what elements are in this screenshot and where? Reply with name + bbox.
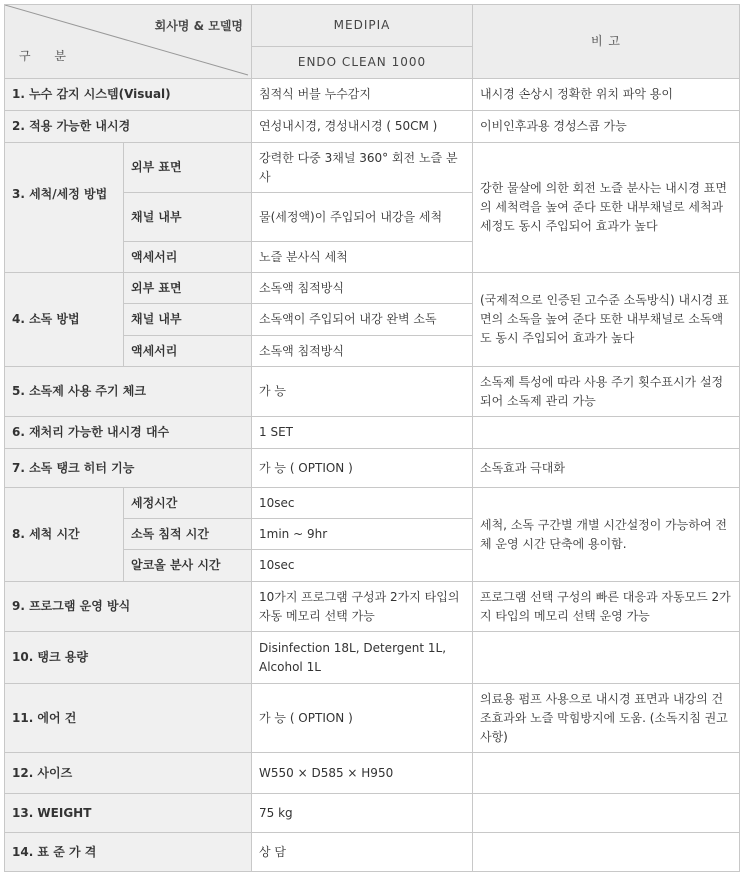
row-sub-label: 알코올 분사 시간: [124, 550, 252, 582]
header-corner-cell: [5, 5, 252, 79]
row-label: 8. 세척 시간: [5, 488, 124, 582]
row-remark: 프로그램 선택 구성의 빠른 대응과 자동모드 2가지 타입의 메모리 선택 운영 가능: [473, 582, 740, 632]
row-value: 가 능 ( OPTION ): [252, 684, 473, 753]
row-remark: (국제적으로 인증된 고수준 소독방식) 내시경 표면의 소독을 높여 준다 또한 내부채널로 소독액도 동시 주입되어 효과가 높다: [473, 273, 740, 367]
row-value: 가 능 ( OPTION ): [252, 449, 473, 488]
row-value: 물(세정액)이 주입되어 내강을 세척: [252, 193, 473, 242]
table-row: [5, 143, 740, 193]
row-remark: [473, 632, 740, 684]
table-row: [5, 488, 740, 519]
row-label: 12. 사이즈: [5, 753, 252, 794]
row-value: 10가지 프로그램 구성과 2가지 타입의 자동 메모리 선택 가능: [252, 582, 473, 632]
row-remark: [473, 794, 740, 833]
row-label: 13. WEIGHT: [5, 794, 252, 833]
row-value: Disinfection 18L, Detergent 1L, Alcohol 1L: [252, 632, 473, 684]
row-value: 75 kg: [252, 794, 473, 833]
row-remark: 내시경 손상시 정확한 위치 파악 용이: [473, 79, 740, 111]
row-label: 10. 탱크 용량: [5, 632, 252, 684]
row-label: 5. 소독제 사용 주기 체크: [5, 367, 252, 417]
header-brand: MEDIPIA: [252, 5, 473, 47]
row-sub-label: 외부 표면: [124, 273, 252, 304]
row-label: 14. 표 준 가 격: [5, 833, 252, 872]
row-sub-label: 외부 표면: [124, 143, 252, 193]
row-remark: [473, 833, 740, 872]
table-row: [5, 449, 740, 488]
row-label: 3. 세척/세정 방법: [5, 143, 124, 273]
row-label: 9. 프로그램 운영 방식: [5, 582, 252, 632]
row-value: W550 × D585 × H950: [252, 753, 473, 794]
row-sub-label: 채널 내부: [124, 193, 252, 242]
header-company-model: 회사명 & 모델명: [154, 19, 243, 33]
table-row: [5, 833, 740, 872]
table-row: [5, 582, 740, 632]
table-row: [5, 367, 740, 417]
row-label: 7. 소독 탱크 히터 기능: [5, 449, 252, 488]
row-value: 소독액 침적방식: [252, 336, 473, 367]
row-value: 노즐 분사식 세척: [252, 242, 473, 273]
row-sub-label: 채널 내부: [124, 304, 252, 336]
row-label: 6. 재처리 가능한 내시경 대수: [5, 417, 252, 449]
row-value: 10sec: [252, 488, 473, 519]
row-sub-label: 세정시간: [124, 488, 252, 519]
table-row: [5, 632, 740, 684]
row-value: 소독액 침적방식: [252, 273, 473, 304]
row-value: 10sec: [252, 550, 473, 582]
table-row: [5, 417, 740, 449]
table-row: [5, 79, 740, 111]
table-row: [5, 753, 740, 794]
row-value: 1 SET: [252, 417, 473, 449]
row-remark: 의료용 펌프 사용으로 내시경 표면과 내강의 건조효과와 노즐 막힘방지에 도움. (소독지침 권고사항): [473, 684, 740, 753]
row-sub-label: 액세서리: [124, 336, 252, 367]
row-sub-label: 액세서리: [124, 242, 252, 273]
table-row: [5, 794, 740, 833]
row-sub-label: 소독 침적 시간: [124, 519, 252, 550]
corner-diagonal-line: [5, 5, 252, 78]
header-remark: 비 고: [473, 5, 740, 79]
row-value: 상 담: [252, 833, 473, 872]
row-value: 연성내시경, 경성내시경 ( 50CM ): [252, 111, 473, 143]
row-value: 가 능: [252, 367, 473, 417]
header-category: 구 분: [19, 49, 76, 63]
table-row: [5, 273, 740, 304]
row-label: 2. 적용 가능한 내시경: [5, 111, 252, 143]
row-value: 침적식 버블 누수감지: [252, 79, 473, 111]
header-row: [5, 5, 740, 47]
row-value: 1min ~ 9hr: [252, 519, 473, 550]
row-label: 4. 소독 방법: [5, 273, 124, 367]
row-remark: 소독제 특성에 따라 사용 주기 횟수표시가 설정되어 소독제 관리 가능: [473, 367, 740, 417]
row-value: 소독액이 주입되어 내강 완벽 소독: [252, 304, 473, 336]
table-row: [5, 111, 740, 143]
row-remark: 이비인후과용 경성스콥 가능: [473, 111, 740, 143]
row-remark: 세척, 소독 구간별 개별 시간설정이 가능하여 전체 운영 시간 단축에 용이함.: [473, 488, 740, 582]
header-model: ENDO CLEAN 1000: [252, 47, 473, 79]
row-label: 1. 누수 감지 시스템(Visual): [5, 79, 252, 111]
table-row: [5, 684, 740, 753]
row-remark: 소독효과 극대화: [473, 449, 740, 488]
row-remark: [473, 417, 740, 449]
row-remark: [473, 753, 740, 794]
row-label: 11. 에어 건: [5, 684, 252, 753]
row-remark: 강한 물살에 의한 회전 노즐 분사는 내시경 표면의 세척력을 높여 준다 또한 내부채널로 세척과 세정도 동시 주입되어 효과가 높다: [473, 143, 740, 273]
spec-table: [4, 4, 740, 872]
row-value: 강력한 다중 3채널 360° 회전 노즐 분사: [252, 143, 473, 193]
